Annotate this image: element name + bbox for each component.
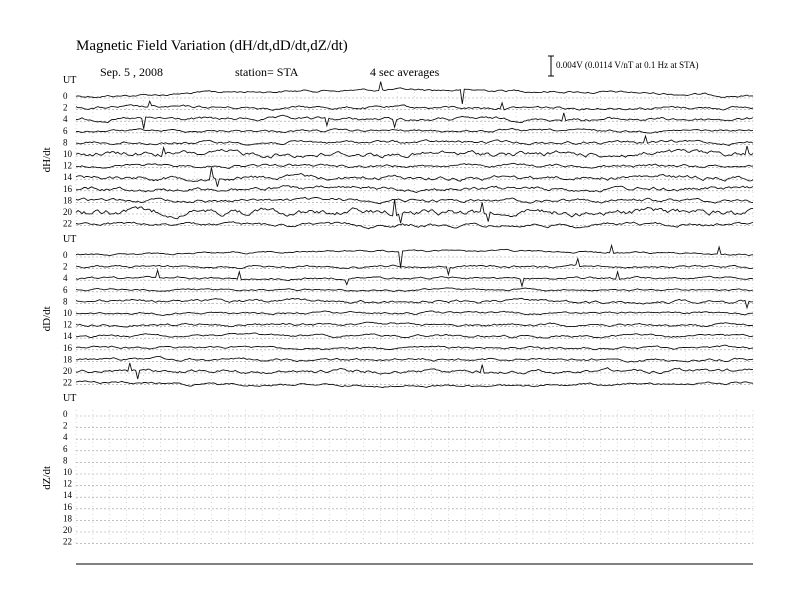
hour-tick-label: 14 (63, 331, 72, 342)
trace-dH-dt-22 (76, 222, 753, 229)
hour-tick-label: 0 (63, 91, 68, 101)
hour-tick-label: 8 (63, 455, 68, 466)
hour-tick-label: 4 (63, 114, 68, 125)
trace-dH-dt-2 (76, 101, 753, 110)
hour-tick-label: 16 (63, 501, 72, 512)
hour-tick-label: 2 (63, 261, 68, 272)
hour-tick-label: 6 (63, 443, 68, 454)
hour-tick-label: 0 (63, 250, 68, 260)
hour-tick-label: 0 (63, 409, 68, 419)
hour-tick-label: 12 (63, 478, 72, 489)
hour-tick-label: 12 (63, 319, 72, 330)
hour-tick-label: 4 (63, 273, 68, 284)
panel-ut-label: UT (63, 234, 77, 245)
hour-tick-label: 20 (63, 207, 72, 217)
trace-dD-dt-0 (76, 245, 753, 267)
scale-label: 0.004V (0.0114 V/nT at 0.1 Hz at STA) (556, 60, 699, 70)
hour-tick-label: 10 (63, 467, 72, 477)
hour-tick-label: 2 (63, 102, 68, 113)
hour-tick-label: 20 (63, 366, 72, 376)
hour-tick-label: 8 (63, 296, 68, 307)
panel-label: dZ/dt (41, 465, 53, 490)
trace-dD-dt-22 (76, 381, 753, 388)
hour-tick-label: 10 (63, 149, 72, 159)
trace-dH-dt-14 (76, 168, 753, 187)
hour-tick-label: 18 (63, 354, 72, 365)
trace-dD-dt-2 (76, 259, 753, 275)
trace-dH-dt-20 (76, 199, 753, 223)
panel-ut-label: UT (63, 75, 77, 86)
panel-label: dH/dt (41, 147, 53, 173)
panel-label: dD/dt (41, 306, 53, 332)
hour-tick-label: 16 (63, 342, 72, 353)
hour-tick-label: 22 (63, 218, 72, 229)
hour-tick-label: 10 (63, 308, 72, 318)
hour-tick-label: 6 (63, 125, 68, 136)
hour-tick-label: 18 (63, 513, 72, 524)
hour-tick-label: 4 (63, 432, 68, 443)
hour-tick-label: 22 (63, 536, 72, 547)
trace-dD-dt-6 (76, 288, 753, 292)
averaging-label: 4 sec averages (370, 65, 440, 79)
panel-ut-label: UT (63, 393, 77, 404)
hour-tick-label: 22 (63, 377, 72, 388)
hour-tick-label: 18 (63, 195, 72, 206)
hour-tick-label: 2 (63, 420, 68, 431)
hour-tick-label: 8 (63, 137, 68, 148)
hour-tick-label: 20 (63, 525, 72, 535)
hour-tick-label: 14 (63, 172, 72, 183)
chart-title: Magnetic Field Variation (dH/dt,dD/dt,dZ/dt) (76, 38, 348, 54)
trace-dD-dt-12 (76, 322, 753, 327)
hour-tick-label: 16 (63, 183, 72, 194)
date-label: Sep. 5 , 2008 (100, 65, 163, 79)
hour-tick-label: 6 (63, 284, 68, 295)
station-label: station= STA (235, 65, 299, 79)
hour-tick-label: 14 (63, 490, 72, 501)
trace-dH-dt-16 (76, 186, 753, 193)
hour-tick-label: 12 (63, 160, 72, 171)
